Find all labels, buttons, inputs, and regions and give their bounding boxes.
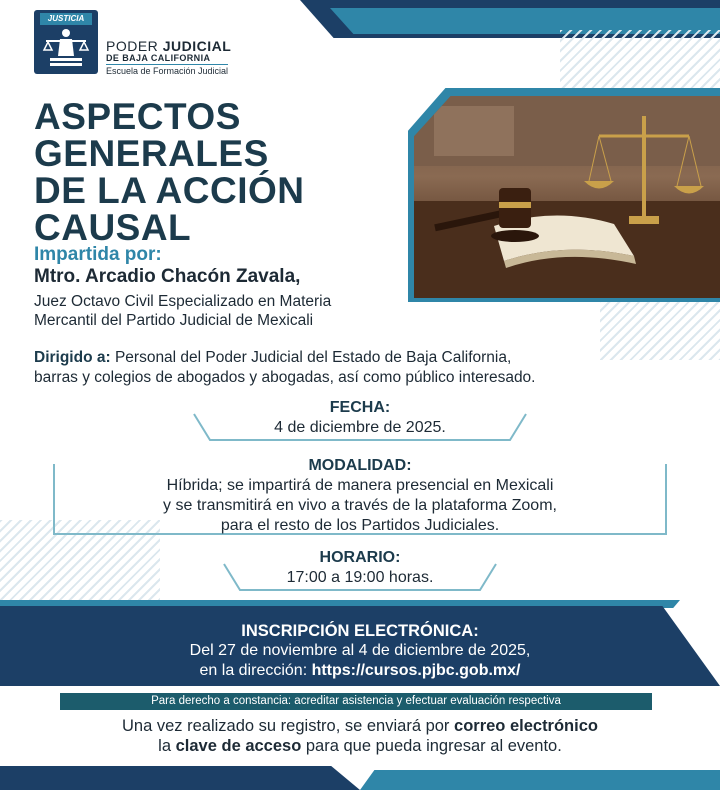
justice-figure-icon <box>40 26 92 70</box>
modalidad-line: para el resto de los Partidos Judiciales. <box>220 517 500 534</box>
logo-emblem <box>34 10 98 74</box>
horario-value: 17:00 a 19:00 horas. <box>286 569 434 586</box>
title-line: GENERALES <box>34 133 269 174</box>
org-state: DE BAJA CALIFORNIA <box>106 53 211 63</box>
org-name-bold: JUDICIAL <box>162 38 232 54</box>
modalidad-text <box>50 476 670 536</box>
bottom-decor-band-accent <box>360 770 720 790</box>
org-school: Escuela de Formación Judicial <box>106 66 229 76</box>
footer-bold: clave de acceso <box>175 737 302 755</box>
org-name-part: PODER <box>106 38 159 54</box>
footer-part: la <box>158 737 176 755</box>
horario-label: HORARIO: <box>319 549 401 566</box>
gavel-scales-illustration <box>414 96 720 298</box>
footer-text <box>0 716 720 756</box>
title-line: DE LA ACCIÓN <box>34 170 305 211</box>
speaker-role <box>34 292 474 330</box>
speaker-role-line: Mercantil del Partido Judicial de Mexicali <box>34 312 314 329</box>
title-line: CAUSAL <box>34 207 192 248</box>
audience-label: Dirigido a: <box>34 349 111 366</box>
registration-address-label: en la dirección: <box>199 662 312 679</box>
registration-label: INSCRIPCIÓN ELECTRÓNICA: <box>241 622 479 640</box>
org-name <box>106 38 231 54</box>
footer-part: Una vez realizado su registro, se enviará por <box>122 717 455 735</box>
gavel-scales-photo <box>414 96 720 298</box>
certificate-note: Para derecho a constancia: acreditar asistencia y efectuar evaluación respectiva <box>60 693 652 710</box>
speaker-name: Mtro. Arcadio Chacón Zavala, <box>34 266 301 287</box>
footer-bold: correo electrónico <box>454 717 598 735</box>
event-title <box>34 98 414 246</box>
speaker-role-line: Juez Octavo Civil Especializado en Materia <box>34 293 332 310</box>
impartida-label: Impartida por: <box>34 244 162 265</box>
audience-line: barras y colegios de abogados y abogadas, así como público interesado. <box>34 369 536 386</box>
modalidad-line: y se transmitirá en vivo a través de la plataforma Zoom, <box>163 497 557 514</box>
registration-url-link[interactable]: https://cursos.pjbc.gob.mx/ <box>311 662 521 679</box>
title-line: ASPECTOS <box>34 96 241 137</box>
footer-part: para que pueda ingresar al evento. <box>301 737 562 755</box>
modalidad-label: MODALIDAD: <box>308 457 412 474</box>
fecha-label: FECHA: <box>329 399 391 416</box>
logo-tag: JUSTICIA <box>40 13 92 25</box>
registration-text <box>0 641 720 681</box>
modalidad-line: Híbrida; se impartirá de manera presencial en Mexicali <box>166 477 554 494</box>
audience-text <box>34 348 704 388</box>
fecha-value: 4 de diciembre de 2025. <box>274 419 446 436</box>
audience-line: Personal del Poder Judicial del Estado de Baja California, <box>110 349 512 366</box>
registration-dates: Del 27 de noviembre al 4 de diciembre de 2025, <box>189 642 531 659</box>
